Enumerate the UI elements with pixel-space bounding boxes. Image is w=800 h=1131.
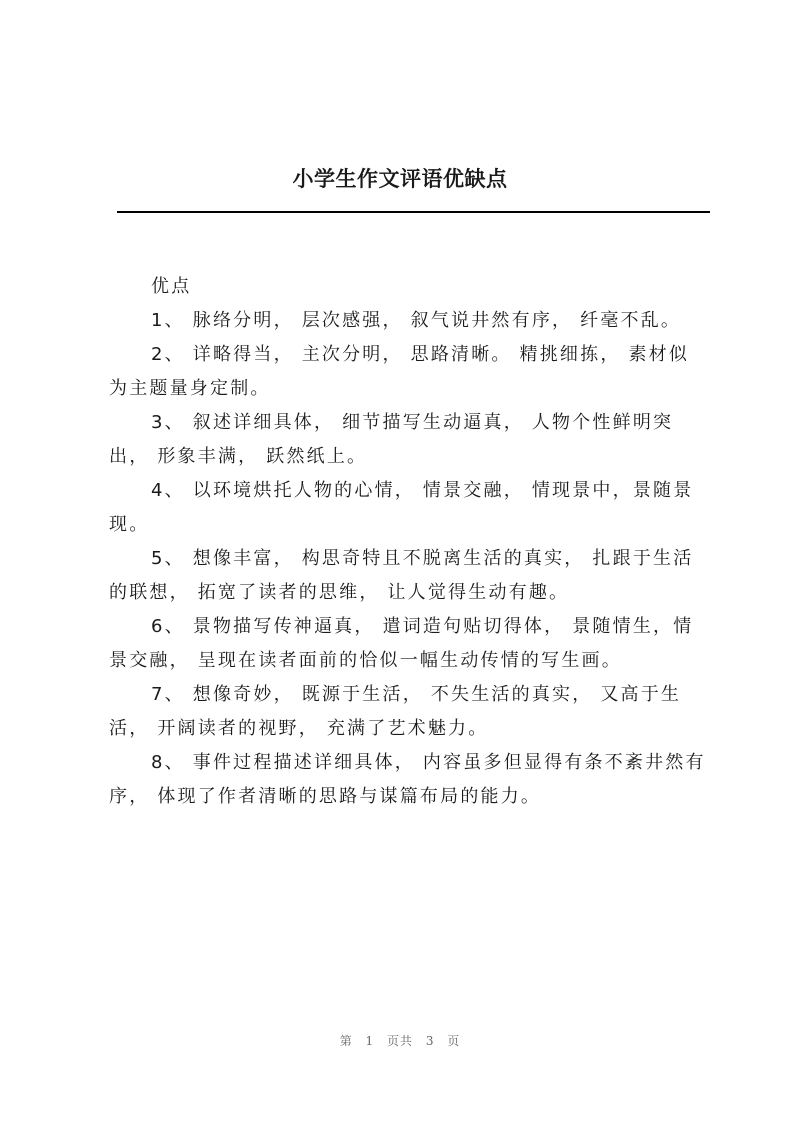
list-item: 6、 景物描写传神逼真， 遣词造句贴切得体， 景随情生，情景交融， 呈现在读者面前的恰似一幅生动传情的写生画。 <box>109 616 694 671</box>
document-title: 小学生作文评语优缺点 <box>292 166 508 191</box>
document-body <box>109 270 707 814</box>
list-item: 5、 想像丰富， 构思奇特且不脱离生活的真实， 扎跟于生活的联想， 拓宽了读者的思维， 让人觉得生动有趣。 <box>109 548 694 603</box>
page-number-footer: 第 1 页共 3 页 <box>339 1034 461 1048</box>
list-item: 8、 事件过程描述详细具体， 内容虽多但显得有条不紊井然有序， 体现了作者清晰的思路与谋篇布局的能力。 <box>109 752 706 807</box>
list-item: 3、 叙述详细具体， 细节描写生动逼真， 人物个性鲜明突出， 形象丰满， 跃然纸上。 <box>109 412 674 467</box>
section-heading: 优点 <box>151 276 192 297</box>
list-item: 1、 脉络分明， 层次感强， 叙气说井然有序， 纤毫不乱。 <box>151 310 682 331</box>
title-divider <box>117 211 710 213</box>
list-item: 7、 想像奇妙， 既源于生活， 不失生活的真实， 又高于生活， 开阔读者的视野， 充满了艺术魅力。 <box>109 684 682 739</box>
list-item: 2、 详略得当， 主次分明， 思路清晰。 精挑细拣， 素材似为主题量身定制。 <box>109 344 690 399</box>
list-item: 4、 以环境烘托人物的心情， 情景交融， 情现景中，景随景现。 <box>109 480 694 535</box>
